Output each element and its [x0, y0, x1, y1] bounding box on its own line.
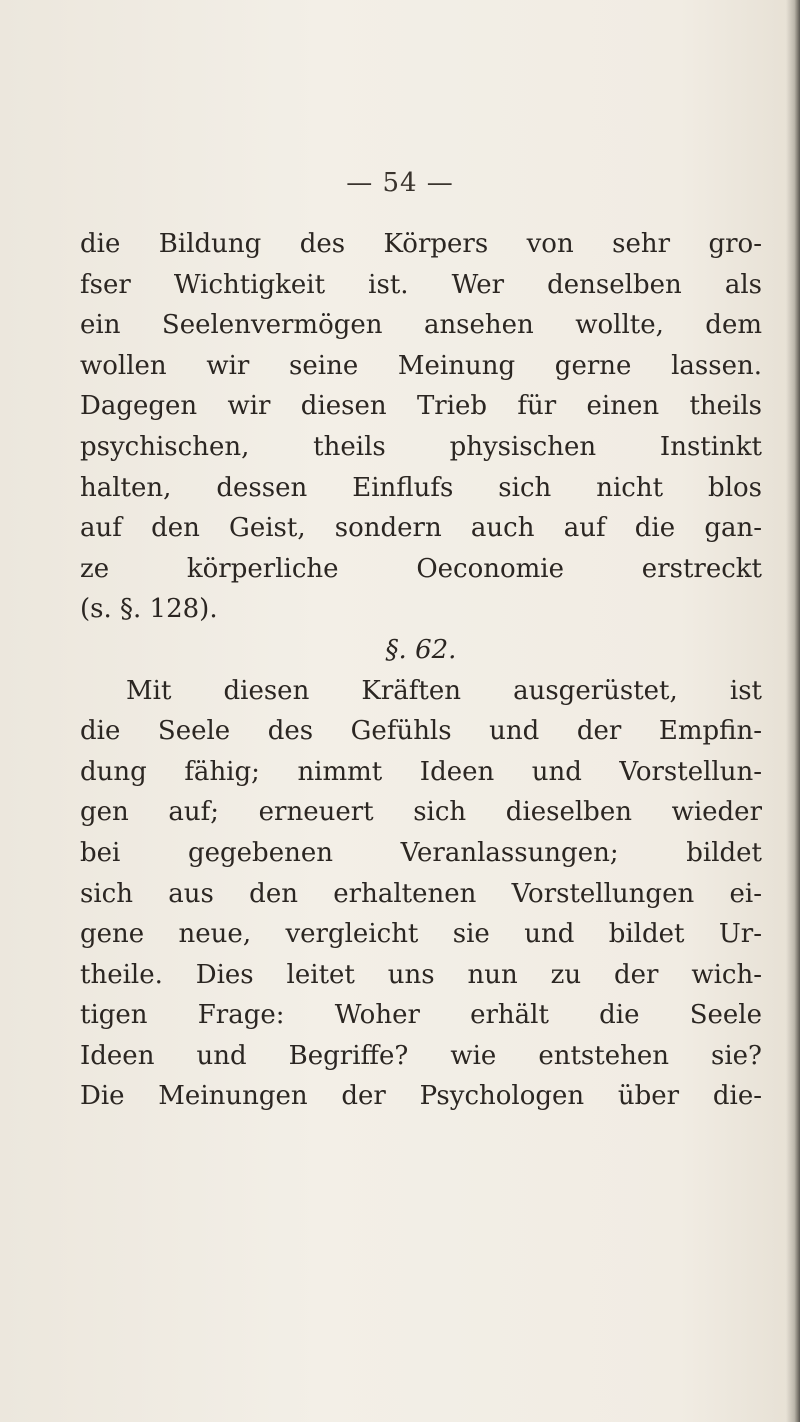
- text-line: ze körperliche Oeconomie erstreckt: [80, 553, 762, 584]
- text-line: sich aus den erhaltenen Vorstellungen ei-: [80, 878, 762, 909]
- text-line: Dagegen wir diesen Trieb für einen theils: [80, 391, 762, 422]
- text-line: auf den Geist, sondern auch auf die gan-: [80, 513, 762, 544]
- text-line: bei gegebenen Veranlassungen; bildet: [80, 837, 762, 868]
- text-line: tigen Frage: Woher erhält die Seele: [80, 1000, 762, 1031]
- text-line: die Seele des Gefühls und der Empfin-: [80, 716, 762, 747]
- text-line: theile. Dies leitet uns nun zu der wich-: [80, 959, 762, 990]
- page-edge-shadow: [786, 0, 800, 1422]
- text-line: dung fähig; nimmt Ideen und Vorstellun-: [80, 756, 762, 787]
- page-number: — 54 —: [346, 168, 454, 198]
- text-line: Ideen und Begriffe? wie entstehen sie?: [80, 1040, 762, 1071]
- text-line: halten, dessen Einflufs sich nicht blos: [80, 472, 762, 503]
- text-line: gene neue, vergleicht sie und bildet Ur-: [80, 919, 762, 950]
- text-line: fser Wichtigkeit ist. Wer denselben als: [80, 269, 762, 300]
- text-line: gen auf; erneuert sich dieselben wieder: [80, 797, 762, 828]
- text-line: ein Seelenvermögen ansehen wollte, dem: [80, 310, 762, 341]
- text-line: psychischen, theils physischen Instinkt: [80, 431, 762, 462]
- text-line: (s. §. 128).: [80, 594, 218, 625]
- section-heading: §. 62.: [385, 634, 457, 665]
- text-line: Mit diesen Kräften ausgerüstet, ist: [126, 675, 762, 706]
- text-line: die Bildung des Körpers von sehr gro-: [80, 229, 762, 259]
- text-line: Die Meinungen der Psychologen über die-: [80, 1081, 762, 1112]
- body-text: [80, 224, 762, 1117]
- text-line: wollen wir seine Meinung gerne lassen.: [80, 350, 762, 381]
